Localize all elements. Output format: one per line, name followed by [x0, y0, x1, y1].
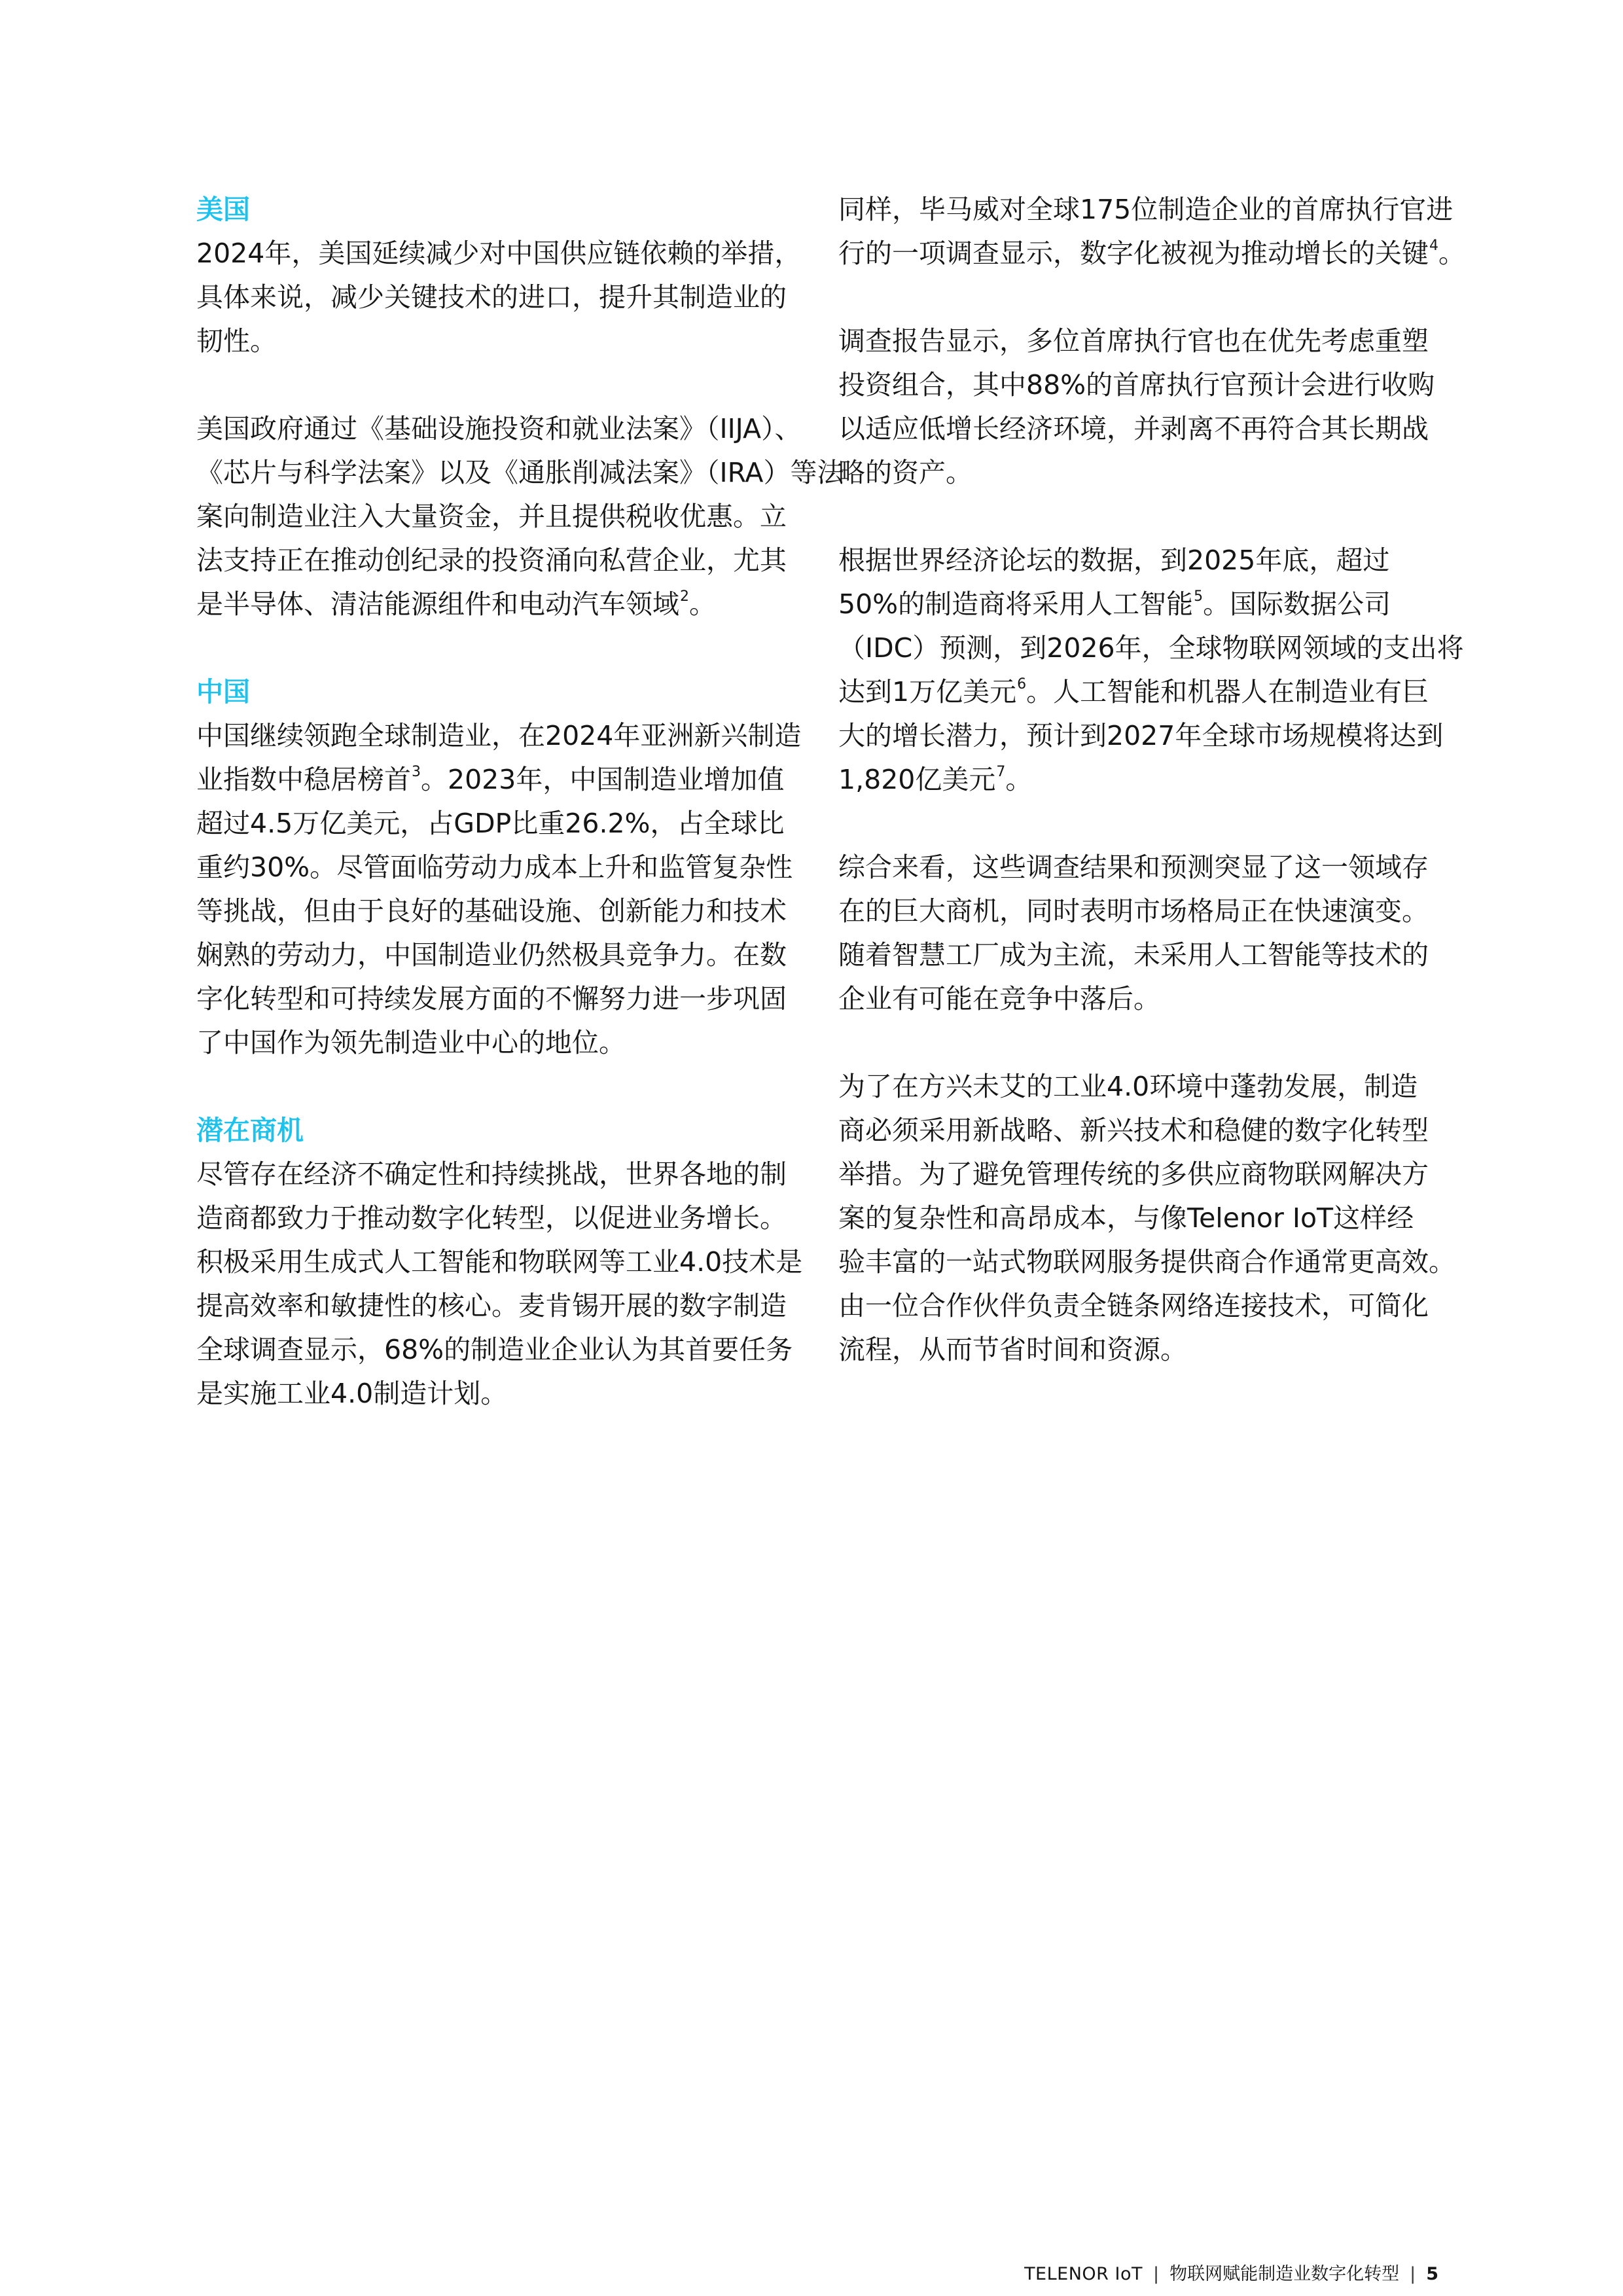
paragraph	[838, 846, 1447, 1021]
text-run: 1,820亿美元	[838, 764, 996, 795]
text-run: 重约30%。尽管面临劳动力成本上升和监管复杂性	[196, 852, 793, 883]
paragraph	[838, 319, 1447, 495]
text-run: 商必须采用新战略、新兴技术和稳健的数字化转型	[838, 1115, 1429, 1146]
text-run: 根据世界经济论坛的数据，到2025年底，超过	[838, 545, 1390, 576]
footnote-ref: 2	[680, 588, 689, 605]
text-line	[838, 1240, 1455, 1284]
text-line	[196, 758, 805, 802]
text-line	[196, 1021, 805, 1065]
text-line	[838, 758, 1447, 802]
text-line	[838, 583, 1447, 626]
section-heading: 美国	[196, 194, 250, 225]
text-line	[196, 889, 805, 933]
text-line	[838, 188, 1454, 232]
text-line	[196, 1372, 805, 1416]
text-run: 调查报告显示，多位首席执行官也在优先考虑重塑	[838, 325, 1429, 357]
text-line	[196, 495, 805, 539]
paragraph	[196, 714, 805, 1065]
text-run: 。	[689, 588, 716, 620]
text-line	[838, 1109, 1447, 1153]
text-line	[838, 1284, 1447, 1328]
text-run: 娴熟的劳动力，中国制造业仍然极具竞争力。在数	[196, 939, 787, 971]
footnote-ref: 3	[412, 764, 421, 780]
text-run: 字化转型和可持续发展方面的不懈努力进一步巩固	[196, 983, 787, 1014]
text-run: 等挑战，但由于良好的基础设施、创新能力和技术	[196, 895, 787, 927]
text-line	[838, 539, 1447, 583]
text-line	[838, 232, 1465, 276]
text-line	[838, 933, 1447, 977]
text-run: 积极采用生成式人工智能和物联网等工业4.0技术是	[196, 1246, 803, 1278]
text-line	[196, 1284, 805, 1328]
text-line	[838, 1328, 1447, 1372]
text-run: 中国继续领跑全球制造业，在2024年亚洲新兴制造	[196, 720, 802, 751]
content-section	[196, 670, 805, 1065]
paragraph	[196, 1153, 805, 1416]
text-run: 韧性。	[196, 325, 277, 357]
text-run: 企业有可能在竞争中落后。	[838, 983, 1160, 1014]
content-section	[196, 1109, 805, 1416]
text-line	[196, 583, 805, 626]
footer-document-title: 物联网赋能制造业数字化转型	[1169, 2264, 1400, 2284]
text-run: 案的复杂性和高昂成本，与像Telenor IoT这样经	[838, 1202, 1414, 1234]
footnote-ref: 4	[1429, 238, 1438, 254]
text-run: 。2023年，中国制造业增加值	[421, 764, 785, 795]
text-run: 大的增长潜力，预计到2027年全球市场规模将达到	[838, 720, 1444, 751]
paragraph	[196, 407, 844, 626]
text-run: 了中国作为领先制造业中心的地位。	[196, 1027, 626, 1058]
text-run: 超过4.5万亿美元，占GDP比重26.2%，占全球比	[196, 808, 785, 839]
text-line	[196, 319, 805, 363]
footer-brand: TELENOR IoT	[1024, 2264, 1143, 2284]
text-line	[196, 1196, 805, 1240]
text-line	[196, 407, 805, 451]
page-footer	[1024, 2263, 1438, 2286]
text-run: 在的巨大商机，同时表明市场格局正在快速演变。	[838, 895, 1429, 927]
text-line	[838, 1153, 1447, 1196]
text-run: 。	[1438, 238, 1465, 269]
text-run: 2024年，美国延续减少对中国供应链依赖的举措，	[196, 238, 802, 269]
text-run: 。	[1005, 764, 1033, 795]
text-line	[838, 714, 1447, 758]
text-line	[838, 451, 1447, 495]
text-line	[196, 977, 805, 1021]
text-line	[838, 319, 1447, 363]
paragraph	[838, 1065, 1455, 1372]
text-run: 美国政府通过《基础设施投资和就业法案》（IIJA）、	[196, 413, 802, 444]
text-line	[196, 1240, 805, 1284]
text-run: 《芯片与科学法案》以及《通胀削减法案》（IRA）等法	[196, 457, 844, 488]
text-run: 。人工智能和机器人在制造业有巨	[1026, 676, 1429, 708]
text-run: 是半导体、清洁能源组件和电动汽车领域	[196, 588, 679, 620]
footer-separator: |	[1152, 2264, 1160, 2284]
text-run: 达到1万亿美元	[838, 676, 1017, 708]
text-run: 综合来看，这些调查结果和预测突显了这一领域存	[838, 852, 1429, 883]
text-run: 验丰富的一站式物联网服务提供商合作通常更高效。	[838, 1246, 1455, 1278]
text-run: 案向制造业注入大量资金，并且提供税收优惠。立	[196, 501, 787, 532]
text-run: 投资组合，其中88%的首席执行官预计会进行收购	[838, 369, 1435, 401]
text-run: 同样，毕马威对全球175位制造企业的首席执行官进	[838, 194, 1454, 225]
text-line	[196, 276, 805, 319]
text-line	[838, 977, 1447, 1021]
text-run: 流程，从而节省时间和资源。	[838, 1334, 1187, 1365]
text-line	[196, 714, 805, 758]
paragraph	[838, 539, 1464, 802]
text-line	[196, 539, 805, 583]
text-line	[838, 626, 1464, 670]
text-run: 50%的制造商将采用人工智能	[838, 588, 1194, 620]
text-line	[196, 232, 805, 276]
text-line	[838, 670, 1447, 714]
text-line	[838, 407, 1447, 451]
text-run: 行的一项调查显示，数字化被视为推动增长的关键	[838, 238, 1429, 269]
text-run: 。国际数据公司	[1203, 588, 1391, 620]
text-run: 略的资产。	[838, 457, 972, 488]
text-run: 是实施工业4.0制造计划。	[196, 1378, 508, 1409]
text-line	[196, 933, 805, 977]
paragraph	[196, 232, 805, 363]
text-run: 举措。为了避免管理传统的多供应商物联网解决方	[838, 1158, 1429, 1190]
section-heading: 中国	[196, 676, 250, 708]
footnote-ref: 5	[1194, 588, 1204, 605]
text-line	[838, 889, 1447, 933]
text-line	[838, 1196, 1447, 1240]
text-line	[196, 451, 844, 495]
right-column	[838, 188, 1465, 1416]
section-heading: 潜在商机	[196, 1115, 304, 1146]
footnote-ref: 6	[1017, 676, 1027, 692]
text-run: （IDC）预测，到2026年，全球物联网领域的支出将	[838, 632, 1464, 664]
footer-separator: |	[1410, 2264, 1416, 2284]
text-line	[196, 802, 805, 846]
footnote-ref: 7	[996, 764, 1006, 780]
text-line	[196, 1153, 805, 1196]
left-column	[196, 188, 844, 1460]
text-run: 法支持正在推动创纪录的投资涌向私营企业，尤其	[196, 545, 787, 576]
text-run: 由一位合作伙伴负责全链条网络连接技术，可简化	[838, 1290, 1429, 1321]
text-line	[196, 846, 805, 889]
text-run: 业指数中稳居榜首	[196, 764, 411, 795]
page-number: 5	[1426, 2264, 1438, 2284]
text-run: 提高效率和敏捷性的核心。麦肯锡开展的数字制造	[196, 1290, 787, 1321]
content-section	[196, 188, 844, 626]
text-line	[838, 363, 1447, 407]
text-run: 具体来说，减少关键技术的进口，提升其制造业的	[196, 281, 787, 313]
text-line	[838, 1065, 1447, 1109]
text-run: 随着智慧工厂成为主流，未采用人工智能等技术的	[838, 939, 1429, 971]
content-section	[838, 188, 1465, 1372]
text-run: 为了在方兴未艾的工业4.0环境中蓬勃发展，制造	[838, 1071, 1418, 1102]
text-run: 造商都致力于推动数字化转型，以促进业务增长。	[196, 1202, 787, 1234]
text-line	[838, 846, 1447, 889]
text-run: 全球调查显示，68%的制造业企业认为其首要任务	[196, 1334, 793, 1365]
text-run: 以适应低增长经济环境，并剥离不再符合其长期战	[838, 413, 1429, 444]
text-run: 尽管存在经济不确定性和持续挑战，世界各地的制	[196, 1158, 787, 1190]
text-line	[196, 1328, 805, 1372]
paragraph	[838, 188, 1465, 276]
